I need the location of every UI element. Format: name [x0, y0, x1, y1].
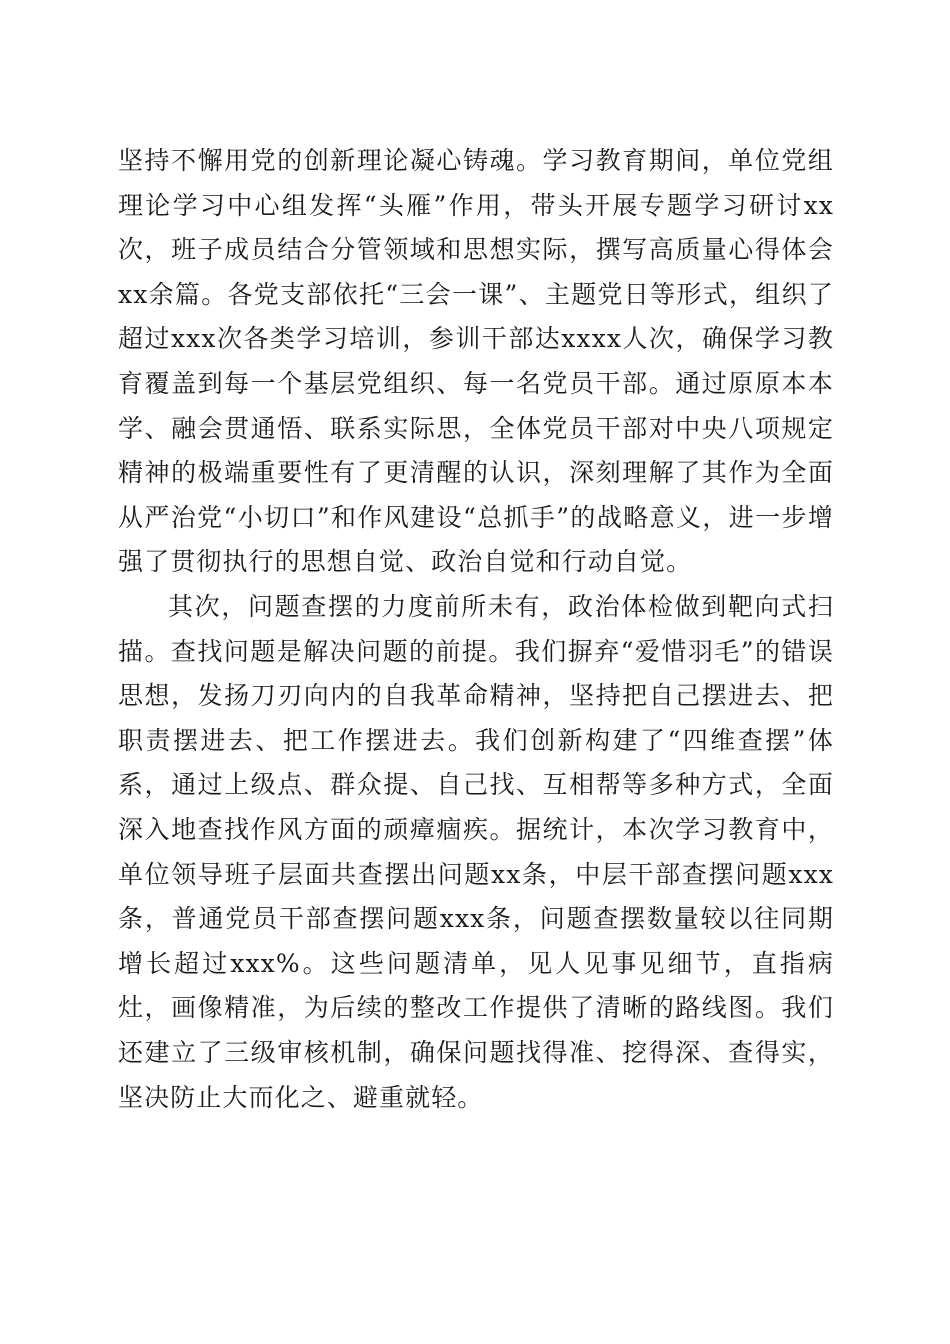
- paragraph-continued: [118, 139, 834, 585]
- paragraph-text: 坚持不懈用党的创新理论凝心铸魂。学习教育期间，单位党组理论学习中心组发挥“头雁”作用，带头开展专题学习研讨xx次，班子成员结合分管领域和思想实际，撰写高质量心得体会xx余篇。各党支部依托“三会一课”、主题党日等形式，组织了超过xxx次各类学习培训，参训干部达xxxx人次，确保学习教育覆盖到每一个基层党组织、每一名党员干部。通过原原本本学、融会贯通悟、联系实际思，全体党员干部对中央八项规定精神的极端重要性有了更清醒的认识，深刻理解了其作为全面从严治党“小切口”和作风建设“总抓手”的战略意义，进一步增强了贯彻执行的思想自觉、政治自觉和行动自觉。: [118, 146, 834, 577]
- paragraph-problem-review: [118, 585, 834, 1120]
- paragraph-text: 其次，问题查摆的力度前所未有，政治体检做到靶向式扫描。查找问题是解决问题的前提。我们摒弃“爱惜羽毛”的错误思想，发扬刀刃向内的自我革命精神，坚持把自己摆进去、把职责摆进去、把工作摆进去。我们创新构建了“四维查摆”体系，通过上级点、群众提、自己找、互相帮等多种方式，全面深入地查找作风方面的顽瘴痼疾。据统计，本次学习教育中，单位领导班子层面共查摆出问题xx条，中层干部查摆问题xxx条，普通党员干部查摆问题xxx条，问题查摆数量较以往同期增长超过xxx%。这些问题清单，见人见事见细节，直指病灶，画像精准，为后续的整改工作提供了清晰的路线图。我们还建立了三级审核机制，确保问题找得准、挖得深、查得实，坚决防止大而化之、避重就轻。: [118, 592, 834, 1112]
